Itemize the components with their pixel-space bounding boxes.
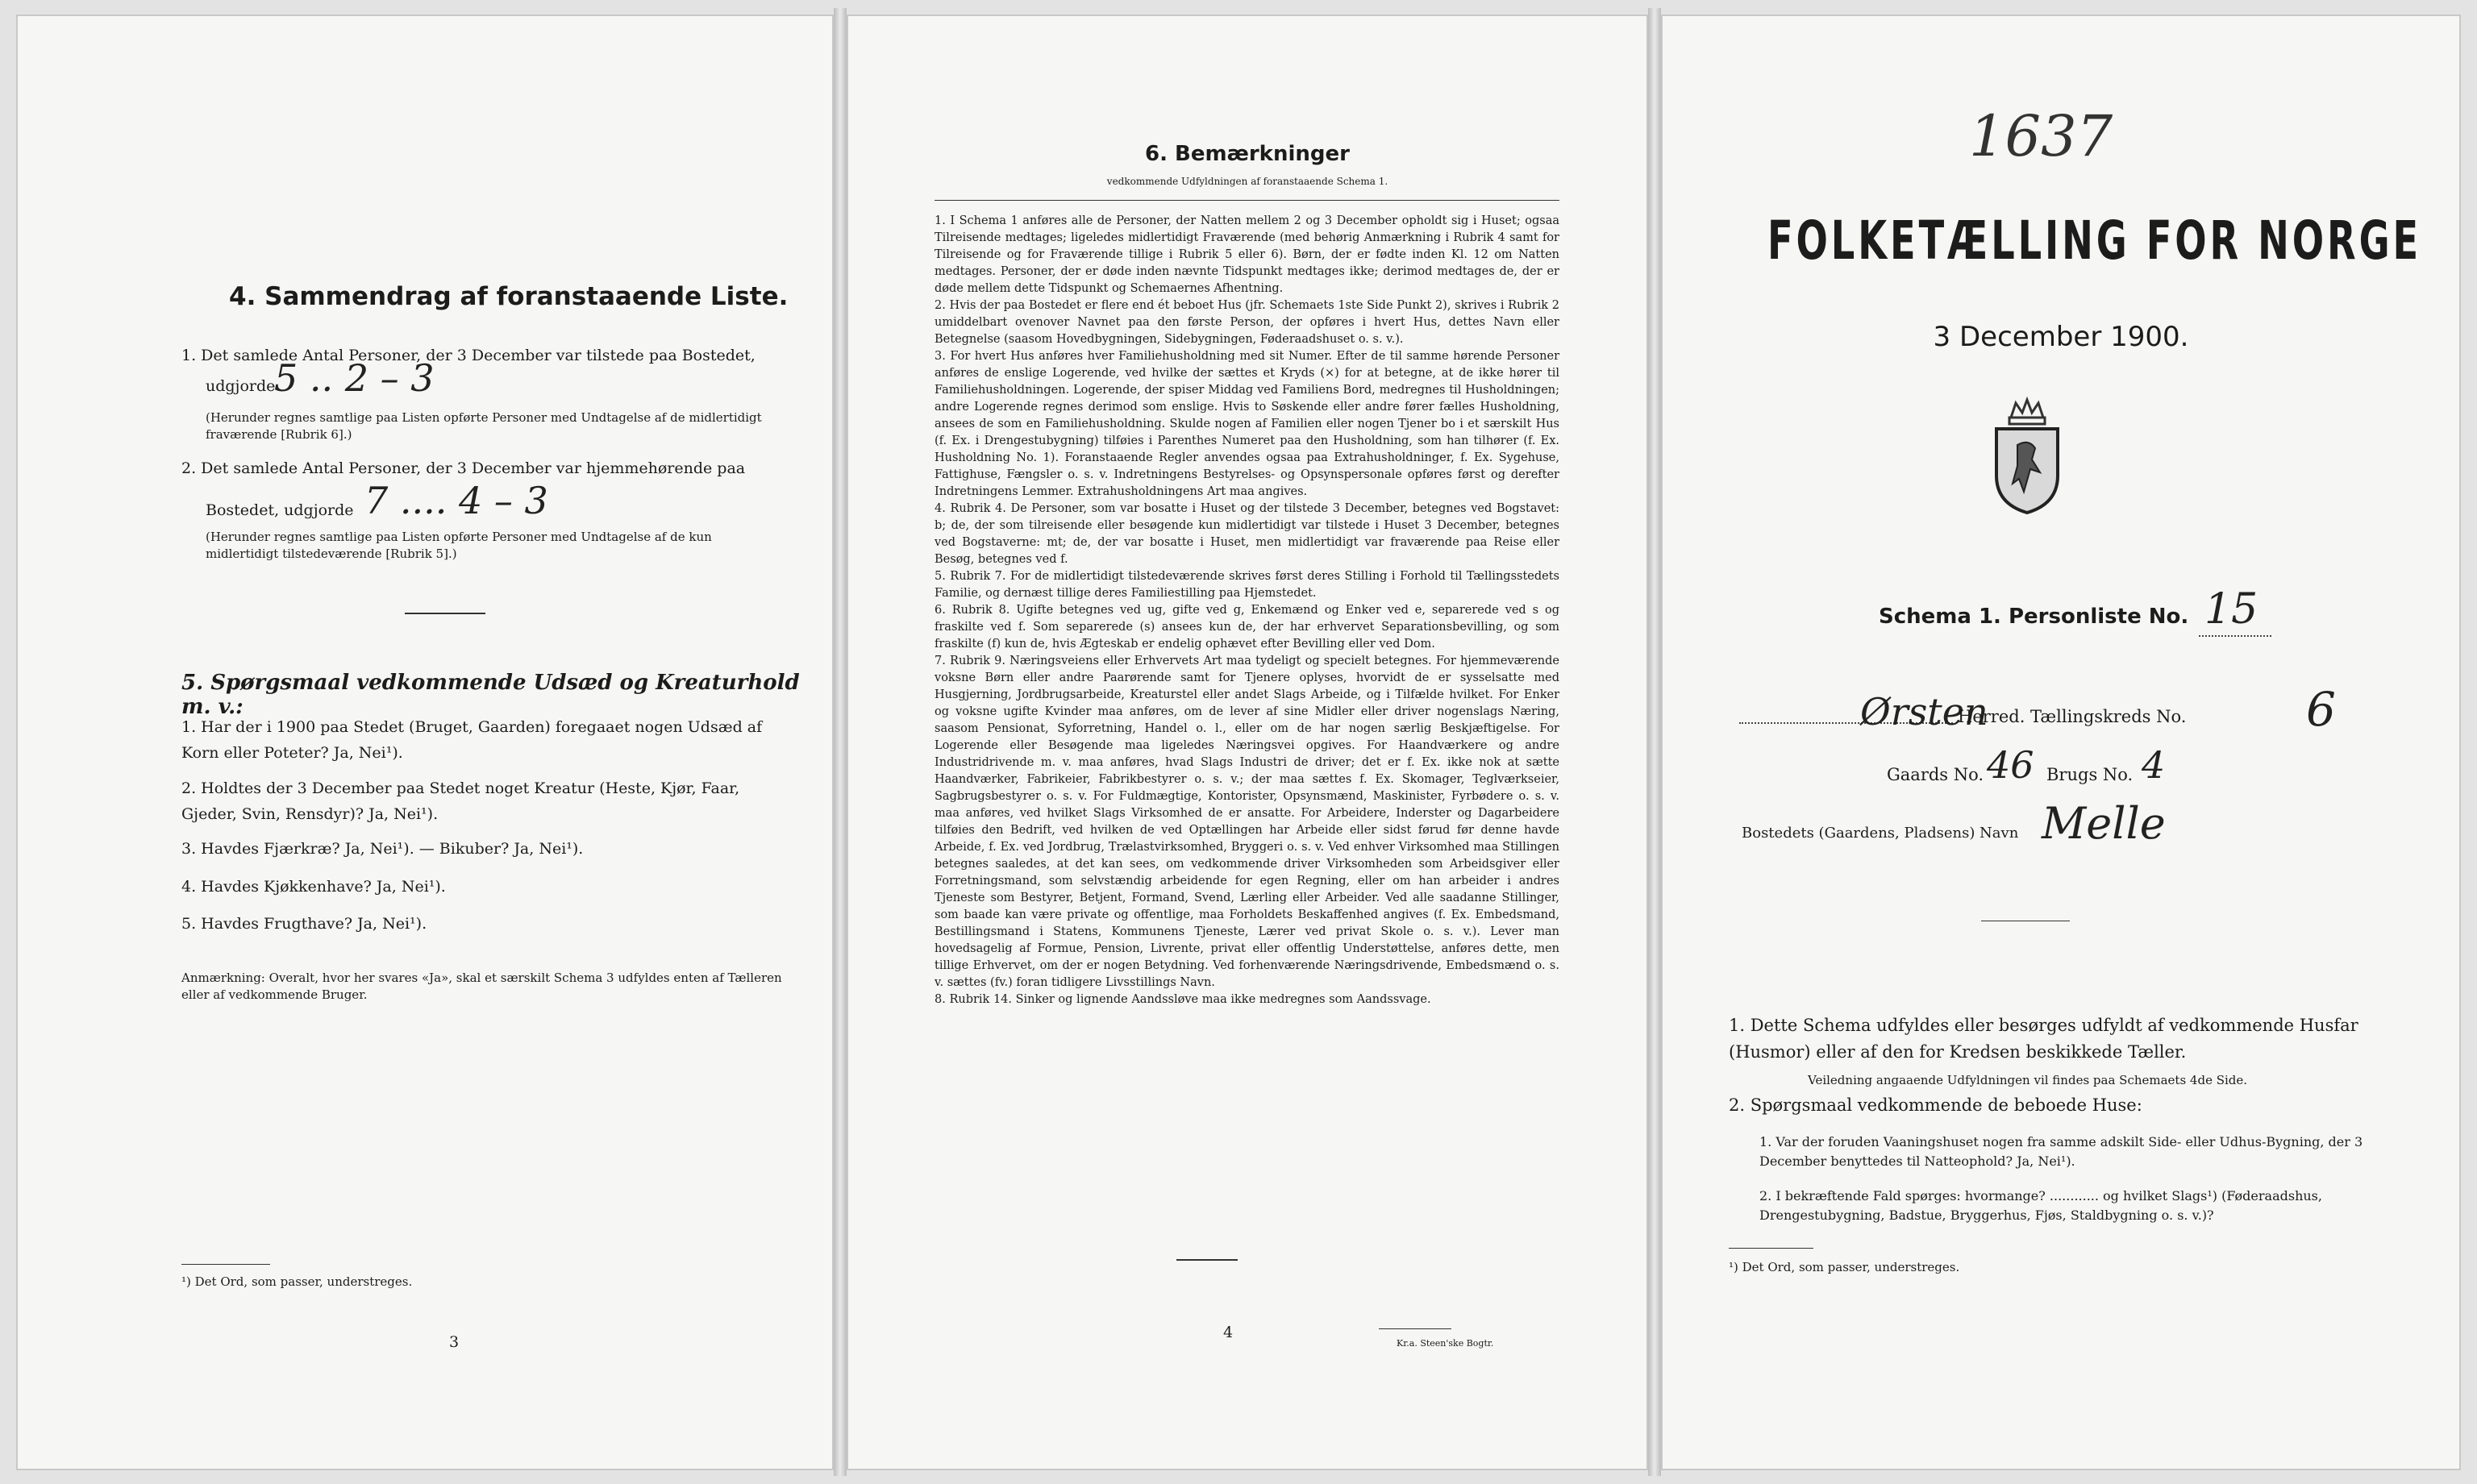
gaards-number: 46 bbox=[1987, 743, 2034, 787]
page-number-4: 4 bbox=[1223, 1324, 1234, 1341]
remark-4: 4. Rubrik 4. De Personer, som var bosatte i Huset og der tilstede 3 December, betegnes ved Bogstavet: b; de, der som tilreisende eller besøgende kun midlertidigt var tilstede i Huset 3 December, betegnes ved Bogstaverne: mt; de, der var bosatte i Huset, men midlertidigt var fraværende paa Reise eller Besøg, betegnes ved f. bbox=[935, 502, 1559, 566]
footnote-rule bbox=[181, 1264, 270, 1265]
q2-note: (Herunder regnes samtlige paa Listen opførte Personer med Undtagelse af de kun midlertidigt tilstedeværende [Rubrik 5].) bbox=[206, 530, 712, 561]
divider-2 bbox=[1176, 1259, 1238, 1261]
census-title: FOLKETÆLLING FOR NORGE bbox=[1767, 210, 2422, 272]
census-date: 3 December 1900. bbox=[1933, 321, 2189, 353]
q1-label: udgjorde bbox=[206, 377, 276, 395]
q2-label: Bostedet, udgjorde bbox=[206, 501, 354, 519]
brugs-number: 4 bbox=[2142, 743, 2166, 787]
brugs-label: Brugs No. bbox=[2046, 765, 2134, 784]
q1-text: 1. Det samlede Antal Personer, der 3 December var tilstede paa Bostedet, bbox=[181, 347, 756, 364]
remark-5: 5. Rubrik 7. For de midlertidigt tilstedeværende skrives først deres Stilling i Forhold til Tællingsstedets Familie, og dernæst tillige deres Familiestilling paa Hjemstedet. bbox=[935, 570, 1559, 600]
remarks-list bbox=[935, 213, 1559, 1008]
s5-q2: 2. Holdtes der 3 December paa Stedet noget Kreatur (Heste, Kjør, Faar, Gjeder, Svin, Rensdyr)? Ja, Nei¹). bbox=[181, 779, 740, 823]
section-5-title: 5. Spørgsmaal vedkommende Udsæd og Kreaturhold m. v.: bbox=[181, 671, 800, 719]
schema-label: Schema 1. Personliste No. bbox=[1879, 605, 2189, 629]
remarks-top-rule bbox=[935, 200, 1559, 201]
q1-handwriting: 5 .. 2 – 3 bbox=[274, 356, 435, 400]
instruction-2: 2. Spørgsmaal vedkommende de beboede Huse: bbox=[1729, 1095, 2142, 1115]
printer-credit: Kr.a. Steen'ske Bogtr. bbox=[1397, 1338, 1494, 1349]
divider-1 bbox=[405, 613, 485, 614]
remark-6: 6. Rubrik 8. Ugifte betegnes ved ug, gifte ved g, Enkemænd og Enker ved e, separerede ved s og fraskilte ved f. Som separerede (s) ansees kun de, der har erhvervet Separationsbevilling, og som fraskilte (f) kun de, hvis Ægteskab er endelig ophævet efter Bevilling eller ved Dom. bbox=[935, 604, 1559, 651]
printer-rule bbox=[1379, 1328, 1451, 1329]
q2-handwriting: 7 .... 4 – 3 bbox=[364, 479, 548, 522]
archive-number: 1637 bbox=[1969, 103, 2113, 169]
cover-page bbox=[1663, 16, 2459, 1469]
herred-name: Ørsten bbox=[1860, 690, 1988, 734]
s5-q5: 5. Havdes Frugthave? Ja, Nei¹). bbox=[181, 915, 427, 933]
herred-label: Herred. Tællingskreds No. bbox=[1958, 707, 2187, 726]
footnote: ¹) Det Ord, som passer, understreges. bbox=[181, 1274, 413, 1289]
coat-of-arms-icon bbox=[1988, 395, 2066, 516]
instruction-2-2: 2. I bekræftende Fald spørges: hvormange? ............ og hvilket Slags¹) (Føderaadshus, Drengestubygning, Badstue, Bryggerhus, Fjøs, Staldbygning o. s. v.)? bbox=[1759, 1188, 2322, 1223]
s5-q3: 3. Havdes Fjærkræ? Ja, Nei¹). — Bikuber? Ja, Nei¹). bbox=[181, 840, 584, 858]
annotation-note: Anmærkning: Overalt, hvor her svares «Ja», skal et særskilt Schema 3 udfyldes enten af Tælleren eller af vedkommende Bruger. bbox=[181, 971, 782, 1002]
page-number-3: 3 bbox=[449, 1333, 460, 1351]
bosted-label: Bostedets (Gaardens, Pladsens) Navn bbox=[1742, 825, 2019, 842]
gaards-label: Gaards No. bbox=[1887, 765, 1984, 784]
bosted-name: Melle bbox=[2042, 798, 2166, 849]
instruction-2-1: 1. Var der foruden Vaaningshuset nogen fra samme adskilt Side- eller Udhus-Bygning, der 3 December benyttedes til Natteophold? Ja, Nei¹). bbox=[1759, 1134, 2363, 1169]
page-4 bbox=[848, 16, 1646, 1469]
personliste-dots bbox=[2199, 635, 2271, 637]
remark-3: 3. For hvert Hus anføres hver Familiehusholdning med sit Numer. Efter de til samme hørende Personer anføres de enslige Logerende, ved hvilke der sættes et Kryds (×) for at betegne, at de ikke hører til Familiehusholdningen. Logerende, der spiser Middag ved Familiens Bord, medregnes til Husholdningen; andre Logerende regnes derimod som enslige. Hvis to Søskende eller andre fører fælles Husholdning, ansees de som en Familiehusholdning. Skulde nogen af Familien eller nogen Tjener bo i et særskilt Hus (f. Ex. i Drengestubygning) tilføies i Parenthes Numeret paa den Husholdning, som han tilhører (f. Ex. Husholdning No. 1). Foranstaaende Regler anvendes ogsaa paa Extrahusholdninger, f. Ex. Sygehuse, Fattighuse, Fængsler o. s. v. Indretningens Bestyrelses- og Opsynspersonale opføres først og derefter Indretningens Lemmer. Extrahusholdningens Art maa angives. bbox=[935, 350, 1559, 498]
fold-left bbox=[834, 8, 847, 1476]
remarks-subtitle: vedkommende Udfyldningen af foranstaaende Schema 1. bbox=[1106, 176, 1388, 187]
personliste-number: 15 bbox=[2204, 585, 2258, 634]
q2-text: 2. Det samlede Antal Personer, der 3 December var hjemmehørende paa bbox=[181, 459, 746, 477]
page-3 bbox=[18, 16, 832, 1469]
q1-note: (Herunder regnes samtlige paa Listen opførte Personer med Undtagelse af de midlertidigt fraværende [Rubrik 6].) bbox=[206, 410, 762, 442]
s5-q4: 4. Havdes Kjøkkenhave? Ja, Nei¹). bbox=[181, 878, 446, 896]
cover-footnote: ¹) Det Ord, som passer, understreges. bbox=[1729, 1260, 1960, 1274]
s5-q1: 1. Har der i 1900 paa Stedet (Bruget, Gaarden) foregaaet nogen Udsæd af Korn eller Poteter? Ja, Nei¹). bbox=[181, 718, 763, 762]
cover-footnote-rule bbox=[1729, 1248, 1813, 1249]
remark-8: 8. Rubrik 14. Sinker og lignende Aandssløve maa ikke medregnes som Aandssvage. bbox=[935, 993, 1431, 1006]
section-4-title: 4. Sammendrag af foranstaaende Liste. bbox=[229, 282, 789, 311]
instruction-1-note: Veiledning angaaende Udfyldningen vil findes paa Schemaets 4de Side. bbox=[1808, 1073, 2248, 1087]
remark-2: 2. Hvis der paa Bostedet er flere end ét beboet Hus (jfr. Schemaets 1ste Side Punkt 2), skrives i Rubrik 2 umiddelbart ovenover Navnet paa den første Person, der opføres i hvert Hus, dettes Navn eller Betegnelse (saasom Hovedbygningen, Sidebygningen, Føderaadshuset o. s. v.). bbox=[935, 299, 1559, 346]
remark-1: 1. I Schema 1 anføres alle de Personer, der Natten mellem 2 og 3 December opholdt sig i Huset; ogsaa Tilreisende medtages; ligeledes midlertidigt Fraværende (med behørig Anmærkning i Rubrik 4 samt for Tilreisende og for Fraværende tillige i Rubrik 5 eller 6). Børn, der er fødte inden Kl. 12 om Natten medtages. Personer, der er døde inden nævnte Tidspunkt medtages ikke; derimod medtages de, der er døde mellem dette Tidspunkt og Schemaernes Afhentning. bbox=[935, 214, 1559, 295]
remarks-title: 6. Bemærkninger bbox=[1145, 142, 1350, 166]
fold-right bbox=[1648, 8, 1661, 1476]
instruction-1: 1. Dette Schema udfyldes eller besørges udfyldt af vedkommende Husfar (Husmor) eller af den for Kredsen beskikkede Tæller. bbox=[1729, 1016, 2358, 1062]
remark-7: 7. Rubrik 9. Næringsveiens eller Erhvervets Art maa tydeligt og specielt betegnes. For hjemmeværende voksne Børn eller andre Paarørende samt for Tjenere oplyses, hvorvidt de er sysselsatte med Husgjerning, Jordbrugsarbeide, Kreaturstel eller andet Slags Arbeide, og i Tilfælde hvilket. For Enker og voksne ugifte Kvinder maa anføres, om de lever af sine Midler eller driver nogenslags Næring, saasom Pensionat, Syforretning, Handel o. l., eller om de har nogen særlig Beskjæftigelse. For Logerende eller Besøgende maa ligeledes Næringsvei opgives. For Haandværkere og andre Industridrivende m. v. maa anføres, hvad Slags Industri de driver; det er f. Ex. ikke nok at sætte Haandværker, Fabrikeier, Fabrikbestyrer o. s. v.; der maa sættes f. Ex. Skomager, Teglværkseier, Sagbrugsbestyrer o. s. v. For Fuldmægtige, Kontorister, Opsynsmænd, Maskinister, Fyrbødere o. s. v. maa anføres, ved hvilket Slags Virksomhed de er ansatte. For Arbeidere, Inderster og Dagarbeidere tilføies den Bedrift, ved hvilken de ved Optællingen har Arbeide eller sidst førud før denne havde Arbeide, f. Ex. ved Jordbrug, Trælastvirksomhed, Bryggeri o. s. v. Ved enhver Virksomhed maa Stillingen betegnes saaledes, at det kan sees, om vedkommende driver Virksomheden som Arbeidsgiver eller Forretningsmand, som selvstændig arbeidende for egen Regning, eller om han arbeider i andres Tjeneste som Bestyrer, Betjent, Formand, Svend, Lærling eller Arbeider. Ved alle saadanne Stillinger, som baade kan være private og offentlige, maa Forholdets Beskaffenhed angives (f. Ex. Embedsmand, Bestillingsmand i Statens, Kommunens Tjeneste, Lærer ved privat Skole o. s. v.). Lever man hovedsagelig af Formue, Pension, Livrente, privat eller offentlig Understøttelse, anføres dette, men tillige Erhvervet, om der er nogen Betydning. Ved forhenværende Næringsdrivende, Embedsmænd o. s. v. sættes (fv.) foran tidligere Livsstillings Navn. bbox=[935, 655, 1559, 989]
kreds-number: 6 bbox=[2306, 682, 2336, 737]
